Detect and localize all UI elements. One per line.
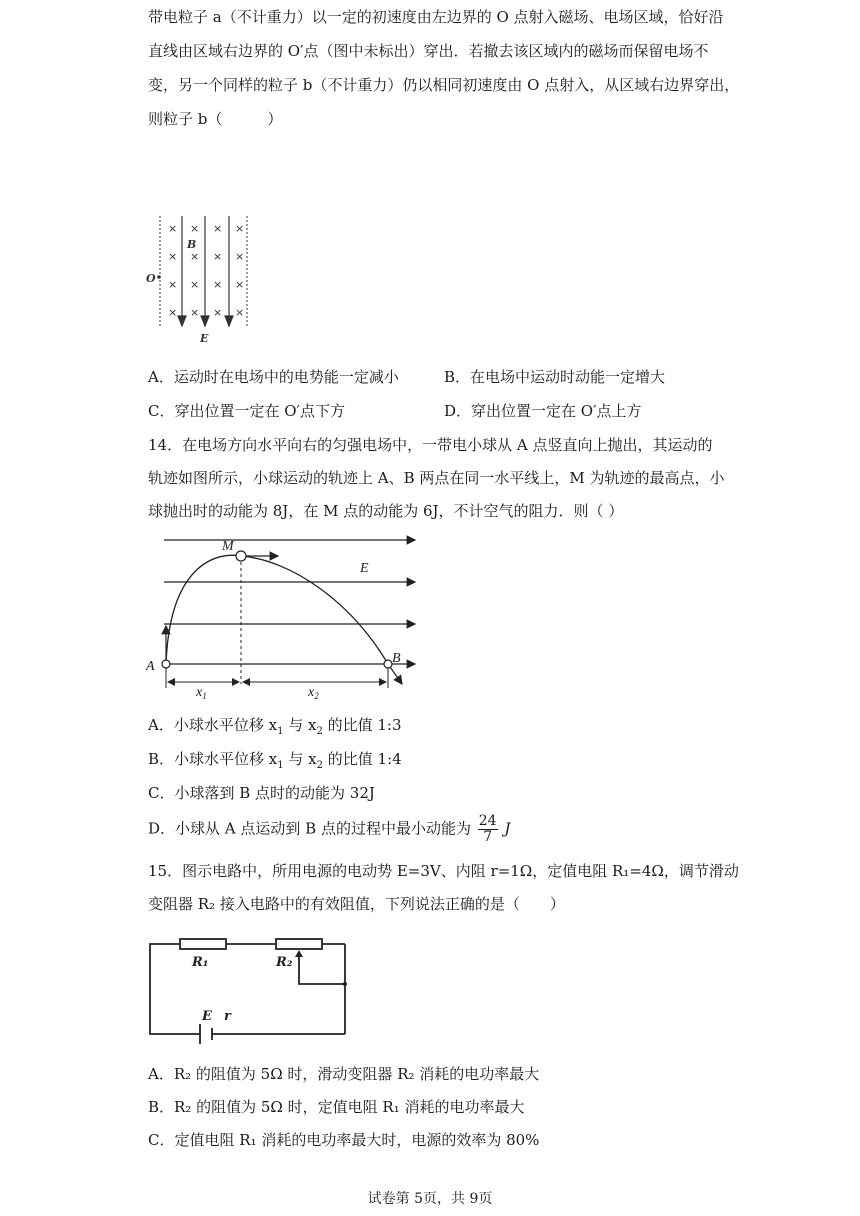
svg-text:×: × (213, 250, 223, 263)
svg-text:×: × (168, 250, 178, 263)
q15-stem-line-2: 变阻器 R₂ 接入电路中的有效阻值，下列说法正确的是（ ） (148, 895, 565, 913)
svg-text:×: × (190, 278, 200, 291)
q14-stem-line-1: 14．在电场方向水平向右的匀强电场中，一带电小球从 A 点竖直向上抛出，其运动的 (148, 436, 713, 454)
svg-text:×: × (168, 278, 178, 291)
svg-text:×: × (235, 222, 245, 235)
label-E: E (360, 561, 369, 576)
label-B: B (392, 651, 401, 666)
svg-text:×: × (168, 222, 178, 235)
q14-option-c: C．小球落到 B 点时的动能为 32J (148, 784, 375, 802)
label-x2: $x_2$ (308, 685, 319, 700)
label-M: M (222, 539, 234, 554)
q15-option-b: B．R₂ 的阻值为 5Ω 时，定值电阻 R₁ 消耗的电功率最大 (148, 1098, 525, 1116)
svg-text:×: × (190, 222, 200, 235)
svg-text:×: × (168, 306, 178, 319)
q13-stem-line-3: 变，另一个同样的粒子 b（不计重力）仍以相同初速度由 O 点射入，从区域右边界穿出， (148, 76, 740, 94)
svg-text:×: × (235, 306, 245, 319)
label-R1: R₁ (192, 955, 209, 970)
q13-option-b: B．在电场中运动时动能一定增大 (444, 368, 666, 386)
q13-option-d: D．穿出位置一定在 O′点上方 (444, 402, 642, 420)
q14-option-d: D．小球从 A 点运动到 B 点的过程中最小动能为 $\frac{24}{7}$ J (148, 813, 511, 845)
label-O: O (146, 272, 156, 285)
label-A: A (146, 659, 155, 674)
q14-trajectory-figure (140, 530, 425, 700)
label-r: r (224, 1009, 231, 1024)
svg-text:×: × (213, 222, 223, 235)
q15-stem-line-1: 15．图示电路中，所用电源的电动势 E=3V、内阻 r=1Ω，定值电阻 R₁=4Ω，调节滑动 (148, 862, 739, 880)
svg-text:×: × (235, 278, 245, 291)
label-B: B (187, 238, 197, 251)
page-footer: 试卷第 5页，共 9页 (367, 1191, 493, 1207)
svg-text:×: × (190, 306, 200, 319)
svg-text:×: × (213, 306, 223, 319)
q13-option-a: A．运动时在电场中的电势能一定减小 (148, 368, 399, 386)
q15-circuit-figure (140, 932, 355, 1047)
q15-option-c: C．定值电阻 R₁ 消耗的电功率最大时，电源的效率为 80% (148, 1131, 540, 1149)
label-E: E (200, 332, 209, 345)
q14-option-a: A．小球水平位移 $x_1$ 与 $x_2$ 的比值 1:3 (148, 716, 402, 737)
q13-option-c: C．穿出位置一定在 O′点下方 (148, 402, 345, 420)
label-R2: R₂ (276, 955, 293, 970)
svg-text:×: × (213, 278, 223, 291)
svg-text:×: × (190, 250, 200, 263)
label-x1: $x_1$ (196, 685, 207, 700)
q13-stem-line-1: 带电粒子 a（不计重力）以一定的初速度由左边界的 O 点射入磁场、电场区域，恰好沿 (148, 8, 724, 26)
q14-option-b: B．小球水平位移 $x_1$ 与 $x_2$ 的比值 1:4 (148, 750, 402, 771)
svg-text:×: × (235, 250, 245, 263)
q13-stem-line-2: 直线由区域右边界的 O′点（图中未标出）穿出．若撤去该区域内的磁场而保留电场不 (148, 42, 709, 60)
q14-stem-line-3: 球抛出时的动能为 8J，在 M 点的动能为 6J，不计空气的阻力．则（ ） (148, 502, 624, 520)
q14-stem-line-2: 轨迹如图所示，小球运动的轨迹上 A、B 两点在同一水平线上，M 为轨迹的最高点，小 (148, 469, 725, 487)
q13-stem-line-4: 则粒子 b（ ） (148, 110, 283, 128)
q15-option-a: A．R₂ 的阻值为 5Ω 时，滑动变阻器 R₂ 消耗的电功率最大 (148, 1065, 540, 1083)
fraction-24-7: $\frac{24}{7}$ (478, 813, 497, 845)
q13-field-figure (140, 208, 260, 348)
label-E: E (202, 1009, 212, 1024)
